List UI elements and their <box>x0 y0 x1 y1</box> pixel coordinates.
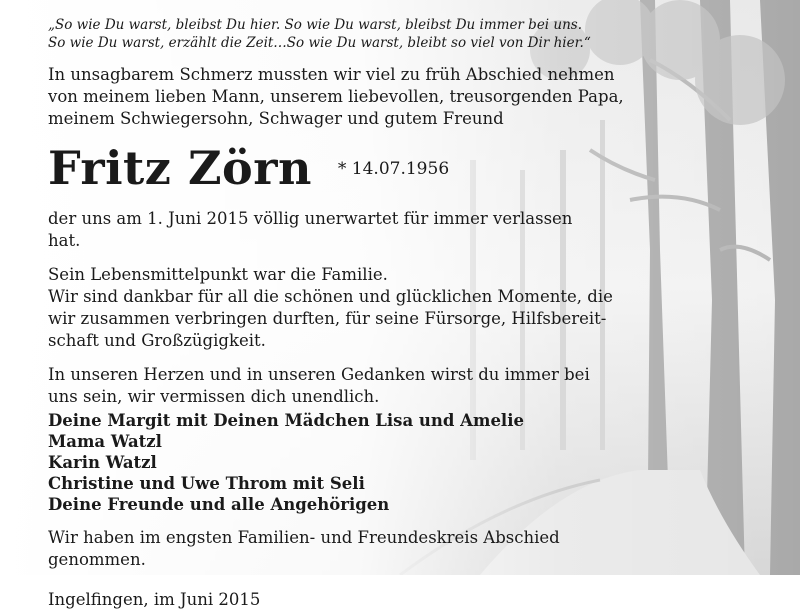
obituary-text <box>48 16 624 611</box>
mourner: Christine und Uwe Throm mit Seli <box>48 474 365 493</box>
birth-date: * 14.07.1956 <box>337 159 450 179</box>
farewell-line: genommen. <box>48 550 146 569</box>
hearts-paragraph <box>48 364 608 408</box>
memorial-quote <box>48 16 608 52</box>
mourner: Mama Watzl <box>48 432 162 451</box>
deceased-name: Fritz Zörn <box>48 141 312 195</box>
quote-line: „So wie Du warst, bleibst Du hier. So wie Du warst, bleibst Du immer bei uns. <box>48 17 583 33</box>
deceased-name-row <box>48 142 608 200</box>
life-paragraph <box>48 264 613 352</box>
death-statement: der uns am 1. Juni 2015 völlig unerwartet für immer verlassen hat. <box>48 209 573 250</box>
life-line: schaft und Großzügigkeit. <box>48 331 266 350</box>
intro-line: von meinem lieben Mann, unserem liebevollen, treusorgenden Papa, <box>48 87 624 106</box>
life-line: wir zusammen verbringen durften, für seine Fürsorge, Hilfsbereit- <box>48 309 607 328</box>
hearts-line: In unseren Herzen und in unseren Gedanken wirst du immer bei <box>48 365 590 384</box>
intro-line: In unsagbarem Schmerz mussten wir viel zu früh Abschied nehmen <box>48 65 615 84</box>
hearts-line: uns sein, wir vermissen dich unendlich. <box>48 387 380 406</box>
intro-line: meinem Schwiegersohn, Schwager und gutem Freund <box>48 109 504 128</box>
mourner: Deine Freunde und alle Angehörigen <box>48 495 390 514</box>
mourners-list <box>48 410 608 515</box>
farewell-line: Wir haben im engsten Familien- und Freundeskreis Abschied <box>48 528 560 547</box>
mourner: Deine Margit mit Deinen Mädchen Lisa und Amelie <box>48 411 524 430</box>
mourner: Karin Watzl <box>48 453 157 472</box>
farewell-paragraph <box>48 527 608 571</box>
life-line: Sein Lebensmittelpunkt war die Familie. <box>48 265 388 284</box>
quote-line: So wie Du warst, erzählt die Zeit…So wie Du warst, bleibt so viel von Dir hier.“ <box>48 35 591 51</box>
intro-paragraph <box>48 64 624 130</box>
life-line: Wir sind dankbar für all die schönen und glücklichen Momente, die <box>48 287 613 306</box>
place-and-date: Ingelfingen, im Juni 2015 <box>48 590 261 609</box>
